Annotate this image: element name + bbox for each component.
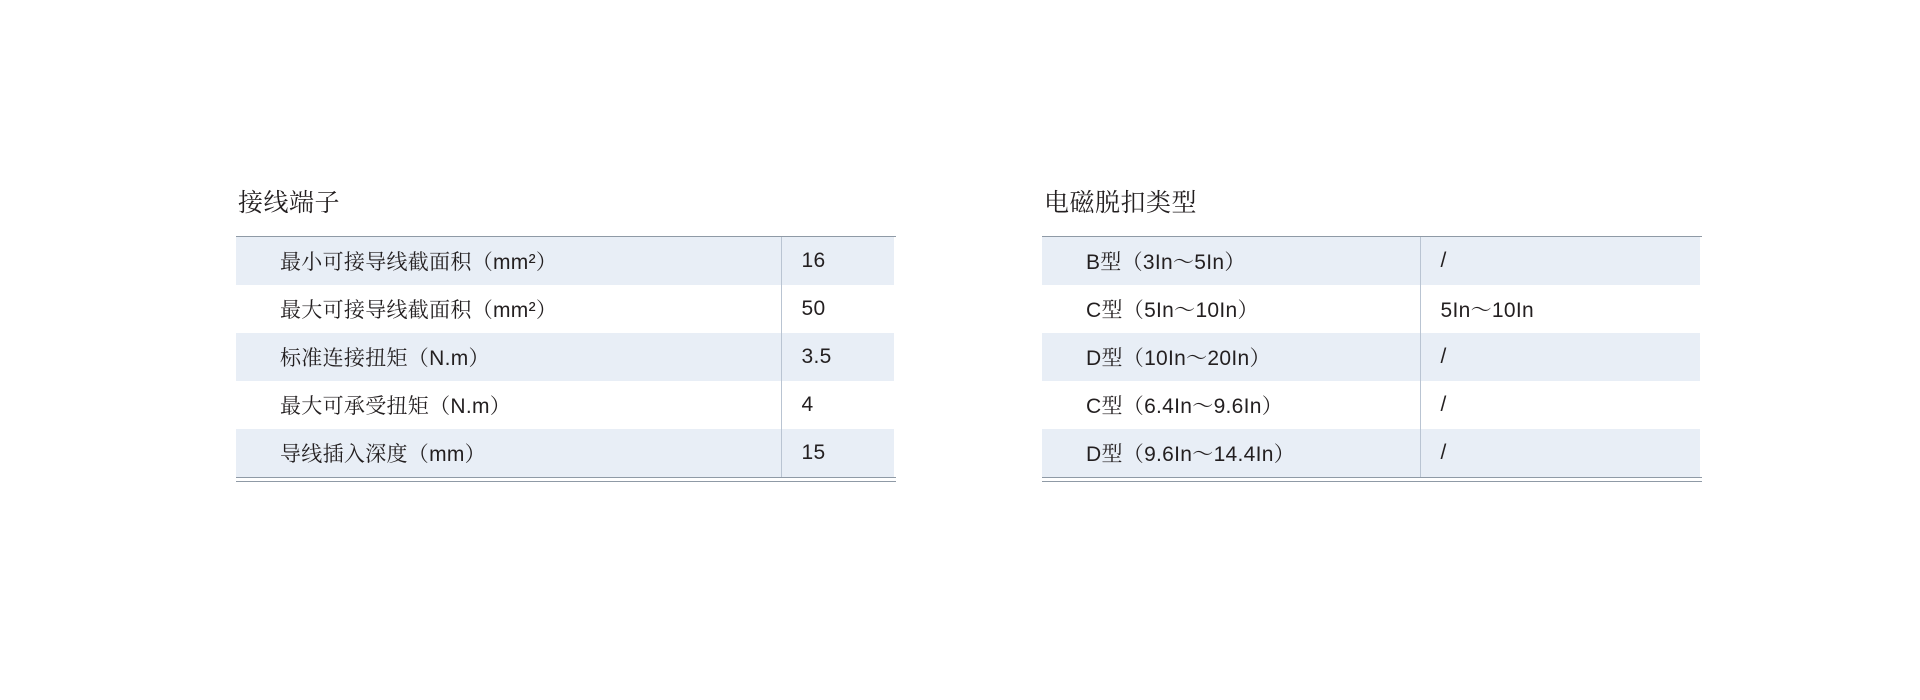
spec-label: D型（10In～20In）: [1042, 333, 1420, 381]
table-row: [236, 333, 894, 381]
spec-value: /: [1420, 237, 1700, 285]
spec-value: /: [1420, 333, 1700, 381]
spec-label: 标准连接扭矩（N.m）: [236, 333, 781, 381]
spec-block-terminal: [236, 188, 896, 482]
spec-value: 50: [781, 285, 894, 333]
spec-value: 15: [781, 429, 894, 477]
spec-label: B型（3In～5In）: [1042, 237, 1420, 285]
spec-label: C型（6.4In～9.6In）: [1042, 381, 1420, 429]
block-title-trip-type: 电磁脱扣类型: [1044, 189, 1198, 217]
table-bottom-rule-inner-terminal: [236, 477, 896, 478]
table-row: [236, 429, 894, 477]
table-row: [1042, 333, 1700, 381]
table-bottom-rule-trip: [1042, 481, 1702, 482]
spec-value: /: [1420, 381, 1700, 429]
spec-value: 16: [781, 237, 894, 285]
spec-value: /: [1420, 429, 1700, 477]
spec-label: 导线插入深度（mm）: [236, 429, 781, 477]
spec-label: 最大可承受扭矩（N.m）: [236, 381, 781, 429]
table-row: [1042, 285, 1700, 333]
table-bottom-rule-terminal: [236, 481, 896, 482]
table-bottom-rule-inner-trip: [1042, 477, 1702, 478]
table-row: [1042, 381, 1700, 429]
spec-value: 4: [781, 381, 894, 429]
table-row: [236, 285, 894, 333]
table-row: [1042, 237, 1700, 285]
spec-label: 最大可接导线截面积（mm²）: [236, 285, 781, 333]
spec-label: 最小可接导线截面积（mm²）: [236, 237, 781, 285]
spec-label: C型（5In～10In）: [1042, 285, 1420, 333]
spec-block-trip-type: [1042, 188, 1702, 482]
trip-type-spec-table: [1042, 237, 1700, 477]
table-row: [1042, 429, 1700, 477]
block-title-terminal: 接线端子: [238, 189, 341, 217]
spec-value: 3.5: [781, 333, 894, 381]
spec-label: D型（9.6In～14.4In）: [1042, 429, 1420, 477]
terminal-spec-table: [236, 237, 894, 477]
table-row: [236, 381, 894, 429]
table-row: [236, 237, 894, 285]
spec-value: 5In～10In: [1420, 285, 1700, 333]
